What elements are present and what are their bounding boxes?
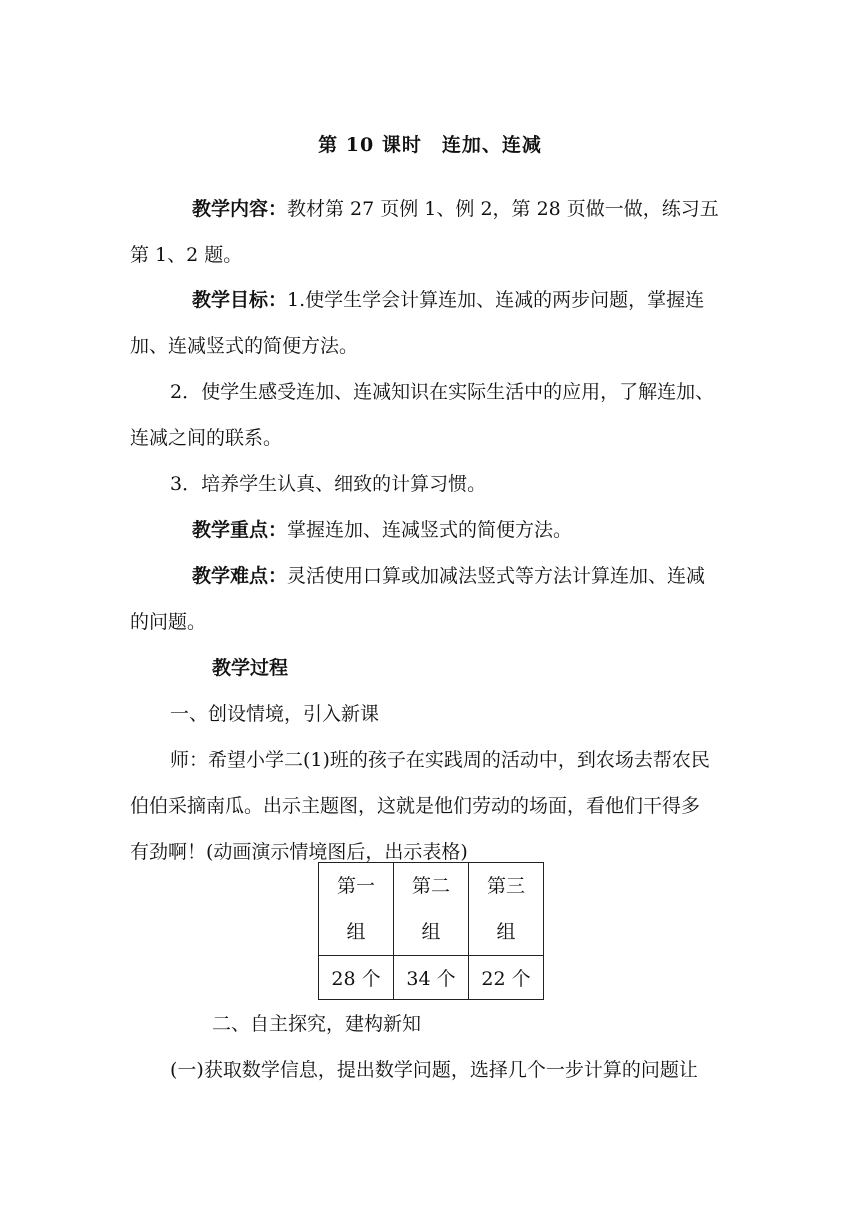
difficulty-text-cont: 的问题。: [130, 611, 207, 633]
key-point-text: 掌握连加、连减竖式的简便方法。: [287, 519, 573, 541]
subsection-1-text: (一)获取数学信息，提出数学问题，选择几个一步计算的问题让: [170, 1059, 698, 1081]
process-heading: 教学过程: [212, 657, 289, 679]
lesson-title: 第 10 课时 连加、连减: [318, 134, 542, 156]
table-header-cell: 第一 组: [319, 863, 394, 956]
table-value-cell: 28 个: [319, 956, 394, 1000]
goal-2-text: 2．使学生感受连加、连减知识在实际生活中的应用，了解连加、: [170, 381, 715, 403]
section-1-heading: 一、创设情境，引入新课: [170, 703, 380, 725]
goal-3-text: 3．培养学生认真、细致的计算习惯。: [170, 473, 487, 495]
teaching-content-text-cont: 第 1、2 题。: [130, 244, 243, 266]
teacher-line-1: 师：希望小学二(1)班的孩子在实践周的活动中，到农场去帮农民: [170, 749, 710, 771]
section-2: [130, 1001, 730, 1093]
teacher-line-3: 有劲啊！(动画演示情境图后，出示表格): [130, 841, 468, 863]
teaching-content-text: 教材第 27 页例 1、例 2，第 28 页做一做，练习五: [287, 198, 719, 220]
difficulty-label: 教学难点：: [192, 565, 288, 587]
teaching-content-label: 教学内容：: [192, 198, 288, 220]
difficulty-text: 灵活使用口算或加减法竖式等方法计算连加、连减: [287, 565, 706, 587]
pumpkin-table: [318, 862, 544, 1000]
table-value-cell: 22 个: [469, 956, 544, 1000]
table-header-row: [319, 863, 544, 956]
table-header-cell: 第三 组: [469, 863, 544, 956]
section-2-heading: 二、自主探究，建构新知: [212, 1013, 422, 1035]
table-value-row: [319, 956, 544, 1000]
teacher-line-2: 伯伯采摘南瓜。出示主题图，这就是他们劳动的场面，看他们干得多: [130, 795, 701, 817]
table-header-cell: 第二 组: [394, 863, 469, 956]
teaching-goals-label: 教学目标：: [192, 289, 288, 311]
teaching-goals: [130, 277, 730, 875]
table-value-cell: 34 个: [394, 956, 469, 1000]
key-point-label: 教学重点：: [192, 519, 288, 541]
goal-1-text: 1.使学生学会计算连加、连减的两步问题，掌握连: [287, 289, 705, 311]
goal-1-text-cont: 加、连减竖式的简便方法。: [130, 335, 359, 357]
goal-2-text-cont: 连减之间的联系。: [130, 427, 283, 449]
teaching-content: [130, 186, 730, 278]
